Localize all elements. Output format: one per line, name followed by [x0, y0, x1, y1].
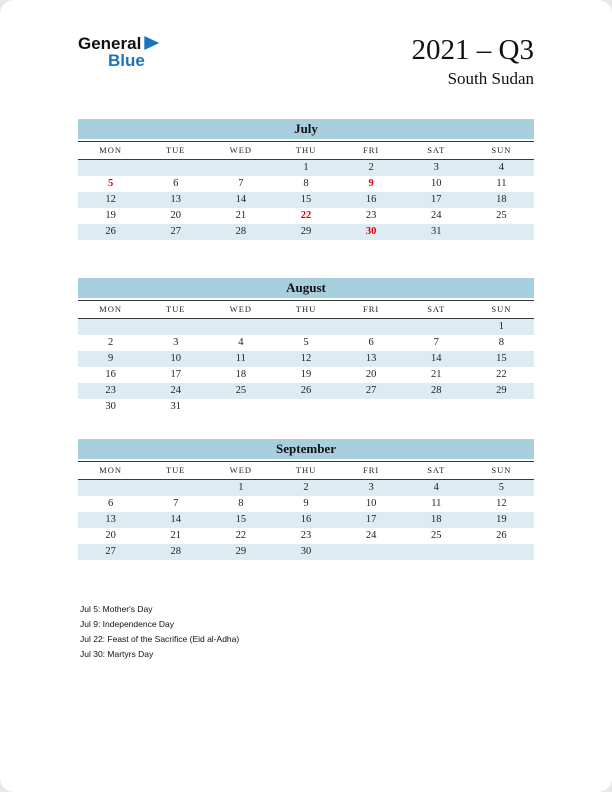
day-cell: 26	[496, 530, 507, 541]
day-cell: 23	[105, 385, 116, 396]
weekday-label: WED	[229, 304, 253, 314]
day-cell: 8	[498, 337, 505, 348]
week-row	[78, 496, 534, 512]
day-cell: 11	[235, 353, 246, 364]
month-title: July	[78, 119, 534, 139]
day-cell: 7	[173, 498, 179, 509]
day-cell: 5	[303, 337, 309, 348]
day-cell: 14	[235, 194, 247, 205]
day-cell: 22	[496, 369, 507, 380]
day-cell: 5	[498, 482, 505, 493]
day-cell: 19	[105, 210, 116, 221]
day-cell: 4	[433, 482, 439, 493]
day-cell: 14	[431, 353, 442, 364]
page-subtitle: South Sudan	[447, 69, 534, 88]
weekday-label: TUE	[165, 304, 186, 314]
day-cell: 13	[365, 353, 377, 364]
weekday-label: THU	[295, 304, 317, 314]
day-cell	[273, 399, 338, 415]
day-cell	[143, 160, 208, 176]
weekday-label: SUN	[491, 145, 512, 155]
weekday-label: SAT	[427, 465, 446, 475]
weekday-label: SAT	[427, 145, 446, 155]
day-cell: 20	[170, 210, 181, 221]
weekday-header-row	[78, 141, 534, 160]
day-cell	[469, 224, 534, 240]
day-cell	[143, 480, 208, 496]
day-cell: 3	[173, 337, 179, 348]
day-cell: 14	[170, 514, 181, 525]
day-cell	[404, 399, 469, 415]
day-cell: 1	[238, 482, 244, 493]
day-cell: 3	[433, 162, 439, 173]
day-cell: 17	[170, 369, 181, 380]
day-cell: 10	[170, 353, 181, 364]
day-cell: 3	[368, 482, 374, 493]
day-cell: 28	[431, 385, 442, 396]
month-title: August	[78, 278, 534, 298]
day-cell: 28	[170, 546, 181, 557]
day-cell: 26	[300, 385, 312, 396]
weekday-label: FRI	[363, 465, 380, 475]
week-row	[78, 319, 534, 335]
week-row	[78, 544, 534, 560]
weekday-label: MON	[99, 145, 122, 155]
day-cell	[339, 399, 404, 415]
day-cell: 30	[105, 401, 116, 412]
day-cell: 24	[431, 210, 442, 221]
day-cell	[208, 319, 273, 335]
months-container	[0, 119, 612, 560]
day-cell: 11	[431, 498, 442, 509]
day-cell	[469, 544, 534, 560]
day-cell: 2	[107, 337, 114, 348]
day-cell: 27	[170, 226, 181, 237]
week-row	[78, 335, 534, 351]
day-cell: 13	[105, 514, 116, 525]
day-cell: 15	[300, 194, 312, 205]
holiday-day-cell: 9	[368, 178, 374, 189]
month-title: September	[78, 439, 534, 459]
month-september	[78, 439, 534, 560]
day-cell: 16	[105, 369, 116, 380]
day-cell: 8	[238, 498, 244, 509]
logo-text-blue: Blue	[108, 51, 145, 70]
week-row	[78, 176, 534, 192]
day-cell: 19	[496, 514, 507, 525]
day-cell: 6	[173, 178, 179, 189]
day-cell: 10	[431, 178, 442, 189]
day-cell: 6	[368, 337, 374, 348]
day-cell: 21	[235, 210, 247, 221]
day-cell: 6	[107, 498, 114, 509]
day-cell: 1	[498, 321, 505, 332]
logo-triangle-icon	[144, 36, 159, 50]
week-row	[78, 383, 534, 399]
weekday-header-row	[78, 300, 534, 319]
weekday-label: TUE	[165, 465, 186, 475]
day-cell: 28	[235, 226, 247, 237]
day-cell: 19	[300, 369, 312, 380]
page-header	[0, 0, 612, 89]
page-title: 2021 – Q3	[411, 34, 534, 66]
week-row	[78, 528, 534, 544]
day-cell: 27	[365, 385, 377, 396]
day-cell: 4	[238, 337, 244, 348]
weekday-label: MON	[99, 304, 122, 314]
weekday-label: SAT	[427, 304, 446, 314]
day-cell	[78, 319, 143, 335]
day-cell: 25	[431, 530, 442, 541]
day-cell: 15	[496, 353, 507, 364]
day-cell: 25	[235, 385, 247, 396]
day-cell	[273, 319, 338, 335]
legend-item: Jul 22: Feast of the Sacrifice (Eid al-Adha)	[80, 634, 240, 644]
day-cell: 1	[303, 162, 309, 173]
day-cell: 12	[300, 353, 312, 364]
day-cell: 31	[431, 226, 442, 237]
day-cell: 21	[431, 369, 442, 380]
week-row	[78, 512, 534, 528]
day-cell: 21	[170, 530, 181, 541]
day-cell	[208, 160, 273, 176]
day-cell: 7	[433, 337, 439, 348]
month-august	[78, 278, 534, 415]
day-cell: 2	[303, 482, 309, 493]
weekday-label: FRI	[363, 304, 380, 314]
weekday-label: SUN	[491, 304, 512, 314]
weekday-label: WED	[229, 145, 253, 155]
week-row	[78, 224, 534, 240]
holiday-day-cell: 30	[365, 226, 377, 237]
day-cell: 12	[496, 498, 507, 509]
day-cell: 9	[107, 353, 114, 364]
week-row	[78, 367, 534, 383]
day-cell: 27	[105, 546, 116, 557]
day-cell: 7	[238, 178, 244, 189]
holiday-day-cell: 22	[300, 210, 312, 221]
week-row	[78, 480, 534, 496]
weekday-label: FRI	[363, 145, 380, 155]
day-cell: 20	[365, 369, 377, 380]
day-cell: 30	[300, 546, 312, 557]
week-row	[78, 192, 534, 208]
weekday-label: TUE	[165, 145, 186, 155]
day-cell: 24	[365, 530, 377, 541]
day-cell: 9	[303, 498, 309, 509]
legend-item: Jul 5: Mother's Day	[80, 604, 153, 614]
day-cell: 20	[105, 530, 116, 541]
day-cell: 11	[496, 178, 507, 189]
day-cell: 22	[235, 530, 247, 541]
day-cell: 25	[496, 210, 507, 221]
day-cell: 24	[170, 385, 181, 396]
day-cell	[339, 544, 404, 560]
weekday-label: MON	[99, 465, 122, 475]
weekday-label: SUN	[491, 465, 512, 475]
weekday-label: THU	[295, 465, 317, 475]
day-cell	[143, 319, 208, 335]
holiday-day-cell: 5	[107, 178, 114, 189]
day-cell: 17	[431, 194, 442, 205]
weekday-label: THU	[295, 145, 317, 155]
day-cell: 16	[365, 194, 377, 205]
day-cell: 23	[365, 210, 377, 221]
day-cell	[78, 480, 143, 496]
day-cell	[208, 399, 273, 415]
general-blue-logo	[78, 34, 159, 71]
day-cell: 18	[431, 514, 442, 525]
day-cell: 23	[300, 530, 312, 541]
day-cell: 10	[365, 498, 377, 509]
month-july	[78, 119, 534, 240]
title-block	[412, 34, 534, 89]
day-cell: 15	[235, 514, 247, 525]
day-cell: 17	[365, 514, 377, 525]
day-cell	[78, 160, 143, 176]
day-cell	[339, 319, 404, 335]
day-cell: 2	[368, 162, 374, 173]
weekday-label: WED	[229, 465, 253, 475]
day-cell: 16	[300, 514, 312, 525]
legend-item: Jul 30: Martyrs Day	[80, 649, 154, 659]
day-cell: 29	[496, 385, 507, 396]
day-cell: 31	[170, 401, 181, 412]
day-cell: 18	[496, 194, 507, 205]
week-row	[78, 160, 534, 176]
day-cell: 12	[105, 194, 116, 205]
day-cell: 4	[498, 162, 505, 173]
day-cell: 13	[170, 194, 181, 205]
week-row	[78, 399, 534, 415]
day-cell	[404, 544, 469, 560]
week-row	[78, 351, 534, 367]
day-cell	[469, 399, 534, 415]
day-cell: 8	[303, 178, 309, 189]
day-cell: 29	[235, 546, 247, 557]
legend-item: Jul 9: Independence Day	[80, 619, 175, 629]
holiday-legend	[0, 602, 612, 662]
day-cell: 26	[105, 226, 116, 237]
weekday-header-row	[78, 461, 534, 480]
day-cell: 29	[300, 226, 312, 237]
logo-text-general: General	[78, 34, 142, 53]
day-cell: 18	[235, 369, 247, 380]
week-row	[78, 208, 534, 224]
day-cell	[404, 319, 469, 335]
